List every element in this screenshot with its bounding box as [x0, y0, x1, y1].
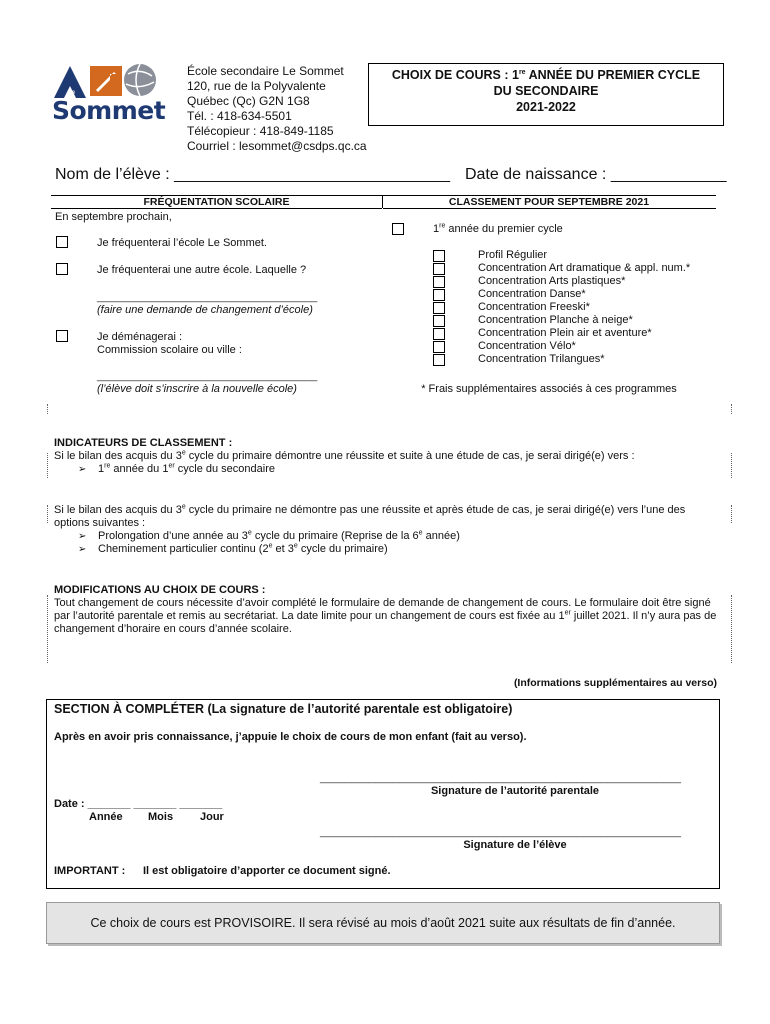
autre-ecole-note: (faire une demande de changement d’école): [97, 304, 313, 316]
school-fax: Télécopieur : 418-849-1185: [187, 124, 334, 138]
checkbox-freeski[interactable]: [433, 302, 445, 314]
profile-label: Concentration Art dramatique & appl. num.*: [478, 262, 691, 274]
indicateurs-p2-item-cheminement: ➢ Cheminement particulier continu (2e et 3e cycle du primaire): [78, 543, 718, 556]
frequentation-intro: En septembre prochain,: [55, 211, 172, 223]
signature-section-title: SECTION À COMPLÉTER (La signature de l’autorité parentale est obligatoire): [54, 702, 513, 716]
profile-label: Concentration Arts plastiques*: [478, 275, 626, 287]
profile-label: Concentration Vélo*: [478, 340, 576, 352]
checkbox-autre-ecole[interactable]: [56, 263, 68, 275]
checkbox-danse[interactable]: [433, 289, 445, 301]
school-city: Québec (Qc) G2N 1G8: [187, 94, 310, 108]
school-tel: Tél. : 418-634-5501: [187, 109, 292, 123]
student-name-field[interactable]: _______________________________: [174, 166, 451, 183]
checkbox-profil-regulier[interactable]: [433, 250, 445, 262]
profile-label: Profil Régulier: [478, 249, 548, 261]
commission-scolaire-label: Commission scolaire ou ville :: [97, 344, 242, 356]
date-field[interactable]: Date : _______ _______ _______: [54, 798, 223, 810]
title-line3: 2021-2022: [516, 100, 576, 114]
profile-label: Concentration Plein air et aventure*: [478, 327, 652, 339]
checkbox-planche-a-neige[interactable]: [433, 315, 445, 327]
commission-scolaire-field[interactable]: ____________________________________: [97, 370, 318, 382]
school-street: 120, rue de la Polyvalente: [187, 79, 326, 93]
option-demenagement-label: Je déménagerai :: [97, 331, 182, 343]
indicateurs-header: INDICATEURS DE CLASSEMENT :: [54, 437, 233, 449]
title-line1: CHOIX DE COURS : 1re ANNÉE DU PREMIER CYCLE: [391, 68, 701, 82]
profile-label: Concentration Trilangues*: [478, 353, 605, 365]
important-label: IMPORTANT :: [54, 865, 126, 877]
checkbox-velo[interactable]: [433, 341, 445, 353]
modifications-section: [54, 584, 718, 636]
logo-small-text: Le: [68, 90, 76, 96]
student-signature-field[interactable]: ___________________________________________________________: [320, 826, 681, 838]
indicateurs-p1-item: ➢ 1re année du 1er cycle du secondaire: [78, 463, 718, 476]
profile-label: Concentration Danse*: [478, 288, 586, 300]
checkbox-demenagement[interactable]: [56, 330, 68, 342]
school-email: Courriel : lesommet@csdps.qc.ca: [187, 139, 367, 153]
frequentation-header: FRÉQUENTATION SCOLAIRE: [143, 196, 290, 208]
modifications-text: Tout changement de cours nécessite d’avoir complété le formulaire de demande de changement de cours. Le formulaire doit être signé par l’autorité parentale et remis au secrétariat. La date limite pour un changement de cours est fixée au 1er juillet 2021. Il n’y aura pas de changement d’horaire en cours d’année scolaire.: [54, 597, 717, 635]
classement-header: CLASSEMENT POUR SEPTEMBRE 2021: [448, 196, 650, 208]
indicateurs-p2-item-prolongation: ➢ Prolongation d’une année au 3e cycle du primaire (Reprise de la 6e année): [78, 530, 718, 543]
parent-signature-field[interactable]: ___________________________________________________________: [320, 772, 681, 784]
modifications-header: MODIFICATIONS AU CHOIX DE COURS :: [54, 584, 266, 596]
school-address: [187, 64, 372, 154]
checkbox-trilangues[interactable]: [433, 354, 445, 366]
student-line: [55, 166, 727, 184]
autre-ecole-field[interactable]: ____________________________________: [97, 291, 318, 303]
provisoire-notice: [46, 902, 720, 944]
premiere-annee-label: 1re année du premier cycle: [433, 222, 563, 235]
profile-label: Concentration Freeski*: [478, 301, 590, 313]
dob-field[interactable]: _____________: [610, 166, 727, 183]
checkbox-plein-air[interactable]: [433, 328, 445, 340]
title-line2: DU SECONDAIRE: [493, 84, 599, 98]
checkbox-arts-plastiques[interactable]: [433, 276, 445, 288]
indicateurs-p1: Si le bilan des acquis du 3e cycle du primaire démontre une réussite et suite à une étude de cas, je serai dirigé(e) vers :: [54, 449, 635, 462]
checkbox-art-dramatique[interactable]: [433, 263, 445, 275]
school-name: École secondaire Le Sommet: [187, 64, 344, 78]
student-name-label: Nom de l’élève :: [55, 166, 175, 183]
indicateurs-p2: Si le bilan des acquis du 3e cycle du primaire ne démontre pas une réussite et après étude de cas, je serai dirigé(e) vers l’une des options suivantes :: [54, 503, 686, 529]
date-mois-label: Mois: [148, 811, 174, 823]
option-autre-ecole-label: Je fréquenterai une autre école. Laquelle ?: [97, 264, 307, 276]
important-text: Il est obligatoire d’apporter ce document signé.: [143, 865, 391, 877]
checkbox-premiere-annee[interactable]: [392, 223, 404, 235]
option-ecole-sommet-label: Je fréquenterai l’école Le Sommet.: [97, 237, 267, 249]
profile-label: Concentration Planche à neige*: [478, 314, 633, 326]
verso-note: (Informations supplémentaires au verso): [513, 677, 717, 689]
logo-word: Sommet: [52, 96, 166, 125]
dob-label: Date de naissance :: [464, 166, 611, 183]
school-logo: [52, 60, 166, 126]
checkbox-ecole-sommet[interactable]: [56, 236, 68, 248]
classement-footnote: * Frais supplémentaires associés à ces programmes: [421, 383, 677, 395]
signature-section-intro: Après en avoir pris connaissance, j’appuie le choix de cours de mon enfant (fait au verso).: [54, 731, 527, 743]
date-annee-label: Année: [89, 811, 123, 823]
student-signature-label: Signature de l’élève: [463, 839, 567, 851]
parent-signature-label: Signature de l’autorité parentale: [430, 785, 600, 797]
indicateurs-section: [54, 437, 718, 556]
provisoire-text: Ce choix de cours est PROVISOIRE. Il sera révisé au mois d’août 2021 suite aux résultats de fin d’année.: [90, 916, 676, 930]
title-box: [368, 63, 724, 126]
demenagement-note: (l’élève doit s’inscrire à la nouvelle école): [97, 383, 297, 395]
date-jour-label: Jour: [200, 811, 224, 823]
